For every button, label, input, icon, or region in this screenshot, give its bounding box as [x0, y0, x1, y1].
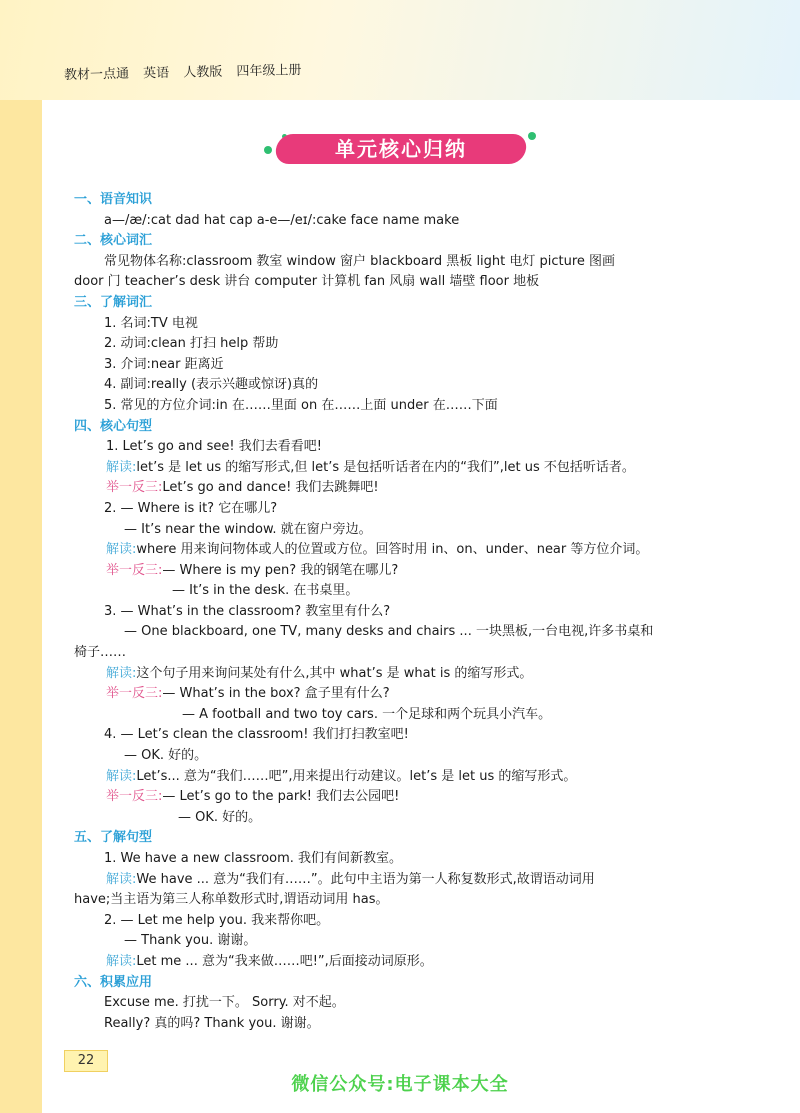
- text-line: [74, 334, 744, 355]
- line-text: 2. — Let me help you. 我来帮你吧。: [104, 912, 330, 928]
- banner-title: 单元核心归纳: [335, 137, 467, 161]
- line-text: Let’s... 意为“我们……吧”,用来提出行动建议。let’s 是 let us 的缩写形式。: [136, 768, 577, 784]
- explanation-label: 解读:: [106, 542, 137, 558]
- section-heading: [74, 190, 744, 211]
- text-line: [74, 725, 744, 746]
- example-label: 举一反三:: [106, 686, 163, 702]
- text-line: [74, 272, 744, 293]
- section-heading: [74, 828, 744, 849]
- text-line: [74, 314, 744, 335]
- explanation-label: 解读:: [106, 953, 137, 969]
- section-heading: [74, 973, 744, 994]
- line-text: 3. 介词:near 距离近: [104, 356, 224, 372]
- text-line: [74, 520, 744, 541]
- explanation-label: 解读:: [106, 768, 137, 784]
- line-text: 三、了解词汇: [74, 294, 153, 310]
- text-line: [74, 664, 744, 685]
- text-line: [74, 746, 744, 767]
- line-text: 4. — Let’s clean the classroom! 我们打扫教室吧!: [104, 727, 409, 743]
- text-line: [74, 581, 744, 602]
- text-line: [74, 849, 744, 870]
- line-text: Excuse me. 打扰一下。 Sorry. 对不起。: [104, 995, 345, 1011]
- line-text: 5. 常见的方位介词:in 在……里面 on 在……上面 under 在……下面: [104, 397, 498, 413]
- line-text: 五、了解句型: [74, 830, 153, 846]
- text-line: [74, 1014, 744, 1035]
- text-line: [74, 870, 744, 891]
- line-text: — Let’s go to the park! 我们去公园吧!: [162, 789, 400, 805]
- line-text: 二、核心词汇: [74, 233, 153, 249]
- example-label: 举一反三:: [106, 562, 163, 578]
- line-text: where 用来询问物体或人的位置或方位。回答时用 in、on、under、near 等方位介词。: [136, 542, 649, 558]
- header-grade: 四年级上册: [236, 63, 302, 80]
- text-line: [74, 375, 744, 396]
- section-heading: [74, 293, 744, 314]
- text-line: [74, 355, 744, 376]
- top-band: [0, 0, 800, 100]
- line-text: — One blackboard, one TV, many desks and chairs ... 一块黑板,一台电视,许多书桌和: [124, 624, 654, 640]
- section-heading: [74, 417, 744, 438]
- line-text: 一、语音知识: [74, 192, 153, 207]
- example-label: 举一反三:: [106, 480, 163, 496]
- text-line: [74, 211, 744, 232]
- line-text: 1. 名词:TV 电视: [104, 315, 198, 331]
- line-text: — What’s in the box? 盒子里有什么?: [162, 686, 390, 702]
- line-text: 四、核心句型: [74, 418, 153, 434]
- text-line: [74, 931, 744, 952]
- line-text: — It’s in the desk. 在书桌里。: [172, 583, 359, 599]
- decor-dot: [264, 146, 272, 154]
- text-line: [74, 622, 744, 643]
- header-subject: 英语: [143, 65, 170, 82]
- line-text: have;当主语为第三人称单数形式时,谓语动词用 has。: [74, 892, 389, 908]
- line-text: 常见物体名称:classroom 教室 window 窗户 blackboard 黑板 light 电灯 picture 图画: [104, 253, 616, 269]
- line-text: 2. 动词:clean 打扫 help 帮助: [104, 336, 279, 352]
- line-text: — A football and two toy cars. 一个足球和两个玩具小汽车。: [182, 706, 552, 722]
- text-line: [74, 911, 744, 932]
- text-line: [74, 561, 744, 582]
- line-text: Let me ... 意为“我来做……吧!”,后面接动词原形。: [136, 953, 433, 969]
- line-text: 2. — Where is it? 它在哪儿?: [104, 500, 278, 516]
- footer-watermark: 微信公众号:电子课本大全: [291, 1074, 509, 1095]
- example-label: 举一反三:: [106, 789, 163, 805]
- line-text: — It’s near the window. 就在窗户旁边。: [124, 521, 372, 537]
- text-line: [74, 643, 744, 664]
- page-number: 22: [64, 1050, 108, 1072]
- line-text: a—/æ/:cat dad hat cap a-e—/eɪ/:cake face name make: [104, 212, 460, 228]
- line-text: 1. Let’s go and see! 我们去看看吧!: [106, 439, 322, 455]
- left-margin-strip: [0, 100, 42, 1113]
- summary-content: [74, 190, 744, 1034]
- explanation-label: 解读:: [106, 871, 137, 887]
- text-line: [74, 252, 744, 273]
- line-text: door 门 teacher’s desk 讲台 computer 计算机 fan 风扇 wall 墙壁 floor 地板: [74, 274, 540, 290]
- line-text: — OK. 好的。: [124, 748, 208, 764]
- line-text: — Where is my pen? 我的钢笔在哪儿?: [162, 562, 399, 578]
- text-line: [74, 458, 744, 479]
- line-text: 4. 副词:really (表示兴趣或惊讶)真的: [104, 377, 319, 393]
- section-banner: [262, 130, 542, 170]
- explanation-label: 解读:: [106, 665, 137, 681]
- line-text: let’s 是 let us 的缩写形式,但 let’s 是包括听话者在内的“我们”,let us 不包括听话者。: [136, 459, 635, 475]
- text-line: [74, 499, 744, 520]
- line-text: Let’s go and dance! 我们去跳舞吧!: [162, 480, 379, 496]
- line-text: — Thank you. 谢谢。: [124, 933, 257, 949]
- text-line: [74, 396, 744, 417]
- line-text: 1. We have a new classroom. 我们有间新教室。: [104, 851, 403, 866]
- text-line: [74, 787, 744, 808]
- line-text: 这个句子用来询问某处有什么,其中 what’s 是 what is 的缩写形式。: [136, 665, 533, 681]
- text-line: [74, 540, 744, 561]
- decor-dot: [528, 132, 536, 140]
- text-line: [74, 952, 744, 973]
- header-edition: 人教版: [183, 64, 223, 81]
- text-line: [74, 767, 744, 788]
- text-line: [74, 437, 744, 458]
- text-line: [74, 705, 744, 726]
- explanation-label: 解读:: [106, 459, 137, 475]
- text-line: [74, 602, 744, 623]
- line-text: 六、积累应用: [74, 974, 153, 990]
- line-text: — OK. 好的。: [178, 809, 262, 825]
- text-line: [74, 684, 744, 705]
- line-text: 3. — What’s in the classroom? 教室里有什么?: [104, 603, 391, 619]
- line-text: 椅子……: [74, 645, 127, 661]
- header-book: 教材一点通: [63, 66, 130, 83]
- line-text: Really? 真的吗? Thank you. 谢谢。: [104, 1015, 320, 1031]
- text-line: [74, 808, 744, 829]
- text-line: [74, 478, 744, 499]
- line-text: We have ... 意为“我们有……”。此句中主语为第一人称复数形式,故谓语动词用: [136, 871, 595, 887]
- text-line: [74, 993, 744, 1014]
- text-line: [74, 890, 744, 911]
- section-heading: [74, 231, 744, 252]
